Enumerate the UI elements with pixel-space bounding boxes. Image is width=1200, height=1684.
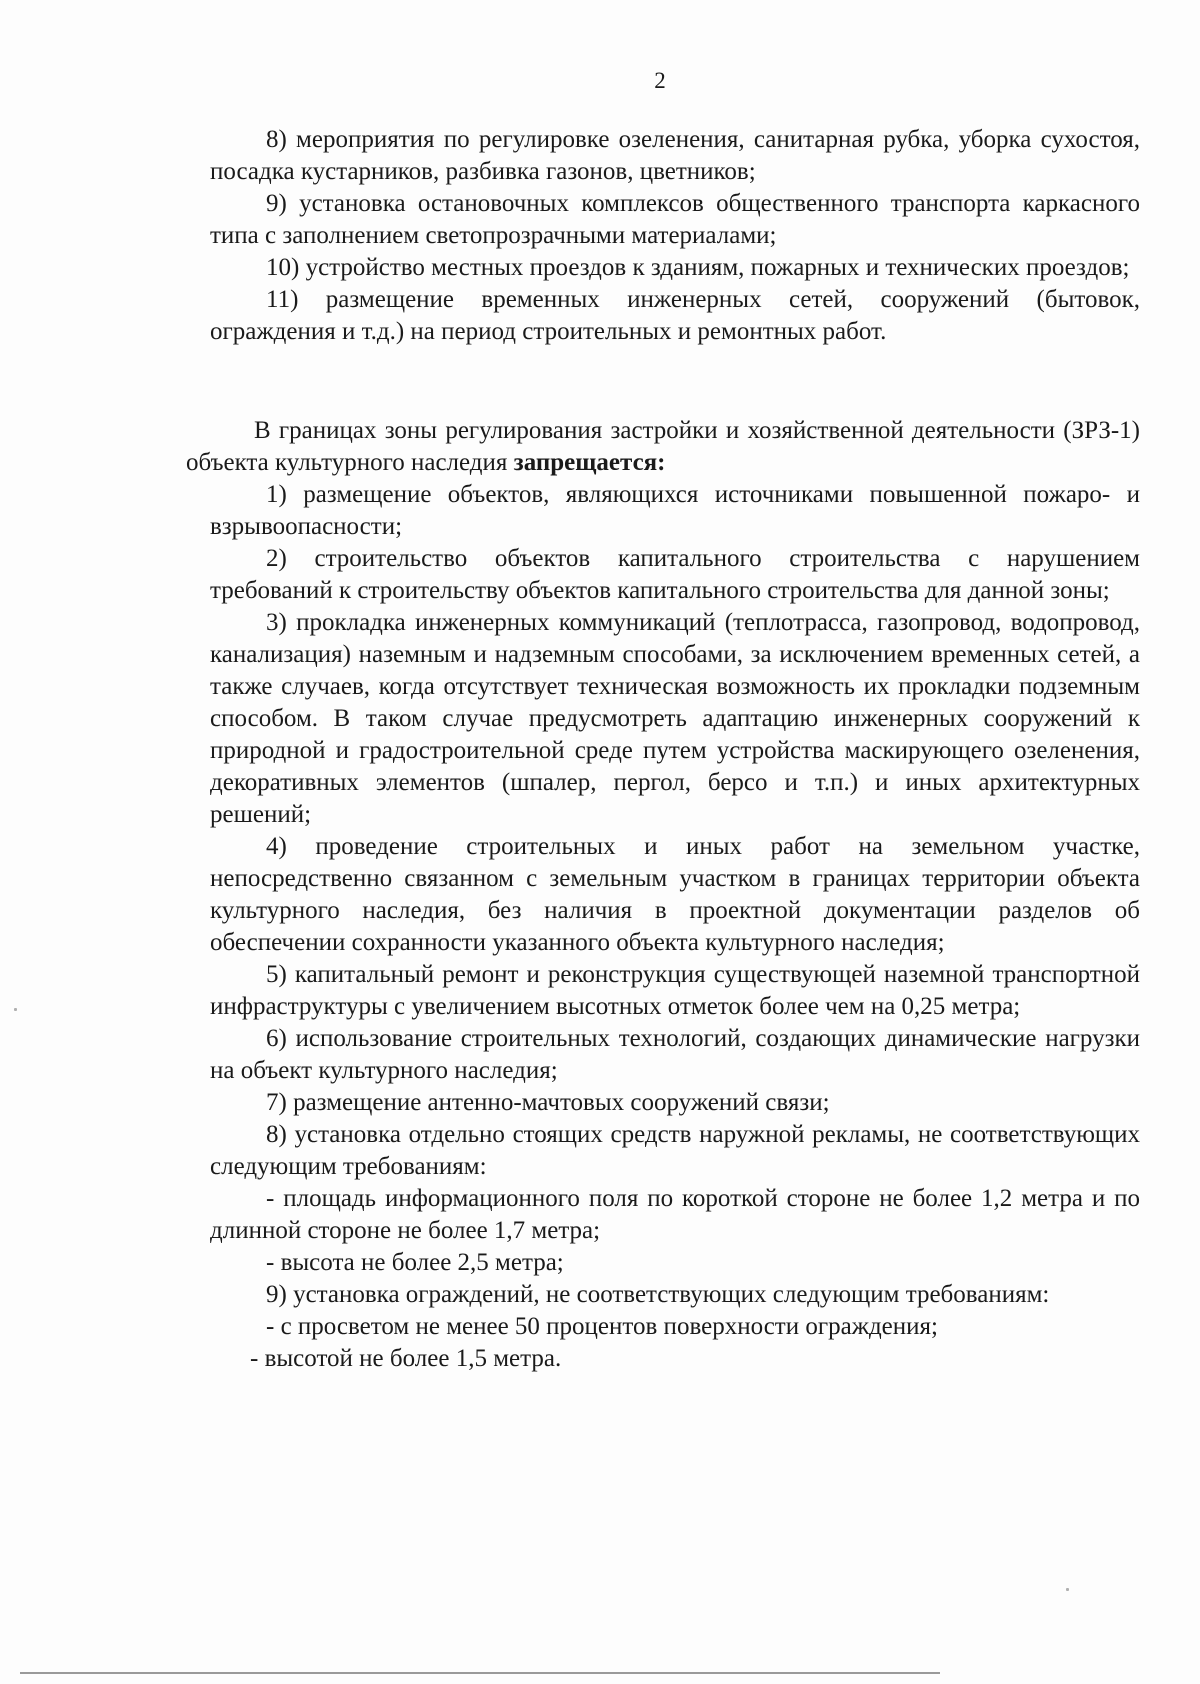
list-item: 11) размещение временных инженерных сетей, сооружений (бытовок, ограждения и т.д.) на период строительных и ремонтных работ.: [210, 286, 1140, 345]
prohibitions-lead: [186, 415, 1140, 479]
list-item: 4) проведение строительных и иных работ на земельном участке, непосредственно связанном с земельным участком в границах территории объекта культурного наследия, без наличия в проектной документации разделов об обеспечении сохранности указанного объекта культурного наследия;: [210, 833, 1140, 956]
sub-item: - с просветом не менее 50 процентов поверхности ограждения;: [266, 1313, 938, 1340]
prohibitions-section: [186, 415, 1140, 1375]
list-item: 9) установка ограждений, не соответствующих следующим требованиям:: [266, 1281, 1050, 1308]
list-item: 1) размещение объектов, являющихся источниками повышенной пожаро- и взрывоопасности;: [210, 481, 1140, 540]
permitted-works-list: [210, 124, 1140, 348]
list-item: 10) устройство местных проездов к зданиям, пожарных и технических проездов;: [266, 254, 1130, 281]
sub-item: - площадь информационного поля по короткой стороне не более 1,2 метра и по длинной стороне не более 1,7 метра;: [210, 1185, 1140, 1244]
sub-item: - высота не более 2,5 метра;: [266, 1249, 564, 1276]
page-number: 2: [654, 68, 666, 93]
scan-artifact: [14, 1008, 17, 1011]
scan-artifact: [1066, 1588, 1069, 1591]
list-item: 8) установка отдельно стоящих средств наружной рекламы, не соответствующих следующим требованиям:: [210, 1121, 1140, 1180]
list-item: 2) строительство объектов капитального строительства с нарушением требований к строительству объектов капитального строительства для данной зоны;: [210, 545, 1140, 604]
list-item: 6) использование строительных технологий, создающих динамические нагрузки на объект культурного наследия;: [210, 1025, 1140, 1084]
lead-bold-keyword: запрещается:: [513, 449, 666, 476]
lead-text: В границах зоны регулирования застройки и хозяйственной деятельности (ЗРЗ-1) объекта культурного наследия: [186, 417, 1140, 476]
sub-item: - высотой не более 1,5 метра.: [250, 1345, 562, 1372]
list-item: 9) установка остановочных комплексов общественного транспорта каркасного типа с заполнением светопрозрачными материалами;: [210, 190, 1140, 249]
list-item: 7) размещение антенно-мачтовых сооружений связи;: [266, 1089, 830, 1116]
list-item: 3) прокладка инженерных коммуникаций (теплотрасса, газопровод, водопровод, канализация) наземным и надземным способами, за исключением временных сетей, а также случаев, когда отсутствует техническая возможность их прокладки подземным способом. В таком случае предусмотреть адаптацию инженерных сооружений к природной и градостроительной среде путем устройства маскирующего озеленения, декоративных элементов (шпалер, пергол, берсо и т.п.) и иных архитектурных решений;: [210, 609, 1140, 828]
list-item: 8) мероприятия по регулировке озеленения, санитарная рубка, уборка сухостоя, посадка кустарников, разбивка газонов, цветников;: [210, 126, 1140, 185]
list-item: 5) капитальный ремонт и реконструкция существующей наземной транспортной инфраструктуры с увеличением высотных отметок более чем на 0,25 метра;: [210, 961, 1140, 1020]
scan-edge-line: [20, 1672, 940, 1674]
